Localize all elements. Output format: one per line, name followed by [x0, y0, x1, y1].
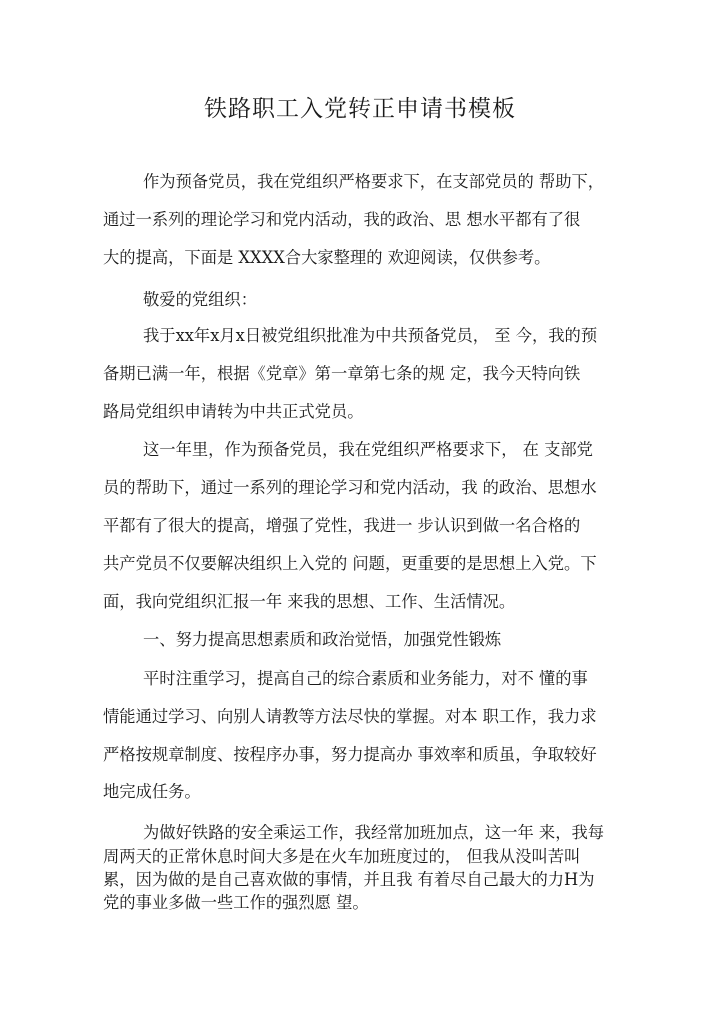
paragraph-line: 累，因为做的是自己喜欢做的事情，并且我 有着尽自己最大的力H为 — [103, 870, 595, 889]
paragraph-line: 路局党组织申请转为中共正式党员。 — [103, 402, 364, 421]
paragraph-line: 共产党员不仅要解决组织上入党的 问题，更重要的是思想上入党。下 — [103, 554, 597, 573]
paragraph-line: 员的帮助下，通过一系列的理论学习和党内活动，我 的政治、思想水 — [103, 478, 597, 497]
paragraph-line: 面，我向党组织汇报一年 来我的思想、工作、生活情况。 — [103, 592, 516, 611]
paragraph-line: 备期已满一年，根据《党章》第一章第七条的规 定，我今天特向铁 — [103, 364, 581, 383]
paragraph-line: 严格按规章制度、按程序办事，努力提高办 事效率和质虽，争取较好 — [103, 745, 597, 764]
document-title: 铁路职工入党转正申请书模板 — [204, 96, 516, 122]
paragraph-line: 周两天的正常休息时间大多是在火车加班度过的， 但我从没叫苦叫 — [103, 847, 581, 866]
paragraph-line: 党的事业多做一些工作的强烈愿 望。 — [103, 893, 369, 912]
paragraph-line: 通过一系列的理论学习和党内活动，我的政治、思 想水平都有了很 — [103, 210, 581, 229]
salutation: 敬爱的党组织： — [143, 290, 257, 309]
paragraph-line: 为做好铁路的安全乘运工作，我经常加班加点，这一年 来，我每 — [143, 823, 605, 842]
paragraph-line: 情能通过学习、向别人请教等方法尽快的掌握。对本 职工作，我力求 — [103, 707, 597, 726]
paragraph-line: 大的提高，下面是 XXXX合大家整理的 欢迎阅读，仅供参考。 — [103, 248, 551, 267]
paragraph-line: 这一年里，作为预备党员，我在党组织严格要求下， 在 支部党 — [143, 440, 593, 459]
paragraph-line: 平都有了很大的提高，增强了党性，我进一 步认识到做一名合格的 — [103, 516, 581, 535]
section-heading: 一、努力提高思想素质和政治觉悟，加强党性锻炼 — [143, 630, 502, 649]
paragraph-line: 平时注重学习，提高自己的综合素质和业务能力，对不 懂的事 — [143, 669, 588, 688]
paragraph-line: 我于xx年x月x日被党组织批准为中共预备党员， 至 今，我的预 — [143, 326, 598, 345]
paragraph-line: 作为预备党员，我在党组织严格要求下，在支部党员的 帮助下， — [143, 172, 605, 191]
paragraph-line: 地完成任务。 — [103, 782, 201, 801]
